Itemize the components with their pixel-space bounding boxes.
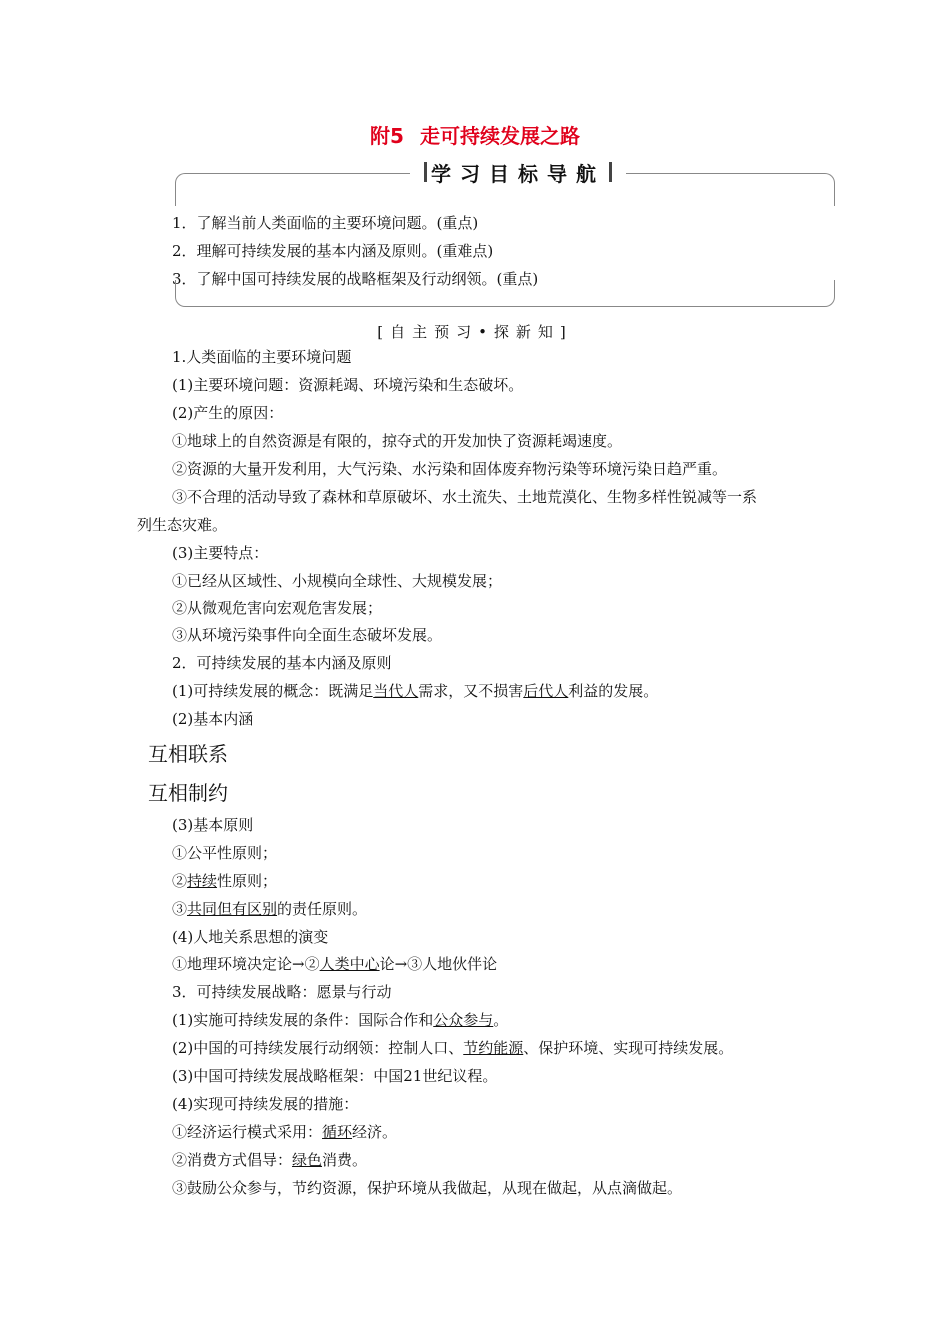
header-bar-left (424, 162, 427, 182)
text-line (172, 1037, 733, 1058)
objective-item: 1．了解当前人类面临的主要环境问题。(重点) (172, 214, 479, 232)
objectives-header-text: 学习目标导航 (431, 161, 605, 186)
fill-answer: 共同但有区别 (187, 900, 278, 918)
text-line: ①地球上的自然资源是有限的，掠夺式的开发加快了资源耗竭速度。 (172, 432, 623, 450)
text-line: (3)基本原则 (172, 816, 254, 834)
text-line: (3)中国可持续发展战略框架：中国21世纪议程。 (172, 1067, 498, 1085)
text-line (172, 1121, 397, 1142)
text-line: ①公平性原则； (172, 844, 278, 862)
text-segment: 。 (493, 1011, 509, 1029)
text-segment: 消费。 (322, 1151, 368, 1169)
objectives-header (410, 155, 626, 189)
text-segment: ①经济运行模式采用： (172, 1123, 323, 1141)
text-segment: ③ (172, 900, 188, 918)
text-line: ②从微观危害向宏观危害发展； (172, 599, 383, 617)
heading-2: 2．可持续发展的基本内涵及原则 (172, 654, 392, 672)
text-segment: (1)实施可持续发展的条件：国际合作和 (172, 1011, 434, 1029)
text-segment: 的责任原则。 (277, 900, 368, 918)
text-segment: ② (172, 872, 188, 890)
text-line: ①已经从区域性、小规模向全球性、大规模发展； (172, 572, 503, 590)
page-title (0, 120, 950, 149)
text-line (172, 1149, 367, 1170)
diagram-label: 互相联系 (148, 742, 228, 766)
diagram-label: 互相制约 (148, 781, 228, 805)
text-segment: 需求，又不损害 (418, 682, 524, 700)
fill-answer: 人类中心 (319, 955, 380, 973)
text-line (172, 680, 658, 701)
text-line: ③不合理的活动导致了森林和草原破坏、水土流失、土地荒漠化、生物多样性锐减等一系 (172, 488, 758, 506)
text-line: (2)产生的原因： (172, 404, 284, 422)
text-line: ②资源的大量开发利用，大气污染、水污染和固体废弃物污染等环境污染日趋严重。 (172, 460, 728, 478)
chapter-number: 附5 (370, 124, 404, 148)
fill-answer: 后代人 (523, 682, 569, 700)
text-segment: ①地理环境决定论→② (172, 955, 320, 973)
text-line: (4)人地关系思想的演变 (172, 928, 329, 946)
fill-answer: 持续 (187, 872, 218, 890)
objective-item: 3．了解中国可持续发展的战略框架及行动纲领。(重点) (172, 270, 539, 288)
chapter-title: 走可持续发展之路 (419, 124, 580, 148)
text-line: ③鼓励公众参与，节约资源，保护环境从我做起，从现在做起，从点滴做起。 (172, 1179, 683, 1197)
text-line (172, 898, 367, 919)
fill-answer: 循环 (322, 1123, 353, 1141)
objective-item: 2．理解可持续发展的基本内涵及原则。(重难点) (172, 242, 494, 260)
text-line: (3)主要特点： (172, 544, 269, 562)
heading-3: 3．可持续发展战略：愿景与行动 (172, 983, 392, 1001)
fill-answer: 绿色 (292, 1151, 323, 1169)
text-line (172, 1009, 508, 1030)
heading-1: 1.人类面临的主要环境问题 (172, 348, 352, 366)
section-tag: [自主预习•探新知] (377, 323, 573, 341)
fill-answer: 公众参与 (433, 1011, 494, 1029)
text-line: (2)基本内涵 (172, 710, 254, 728)
text-segment: 性原则； (217, 872, 278, 890)
fill-answer: 节约能源 (463, 1039, 524, 1057)
text-line: ③从环境污染事件向全面生态破坏发展。 (172, 626, 443, 644)
header-bar-right (609, 162, 612, 182)
text-segment: 、保护环境、实现可持续发展。 (523, 1039, 734, 1057)
text-line: 列生态灾难。 (137, 516, 228, 534)
text-segment: 利益的发展。 (568, 682, 659, 700)
text-line (172, 870, 277, 891)
text-segment: (1)可持续发展的概念：既满足 (172, 682, 374, 700)
text-line: (1)主要环境问题：资源耗竭、环境污染和生态破坏。 (172, 376, 524, 394)
text-segment: ②消费方式倡导： (172, 1151, 293, 1169)
text-line: (4)实现可持续发展的措施： (172, 1095, 359, 1113)
text-segment: (2)中国的可持续发展行动纲领：控制人口、 (172, 1039, 464, 1057)
objectives-box-bottom (175, 280, 835, 307)
text-segment: 论→③人地伙伴论 (379, 955, 498, 973)
fill-answer: 当代人 (373, 682, 419, 700)
text-line (172, 953, 497, 974)
text-segment: 经济。 (352, 1123, 398, 1141)
